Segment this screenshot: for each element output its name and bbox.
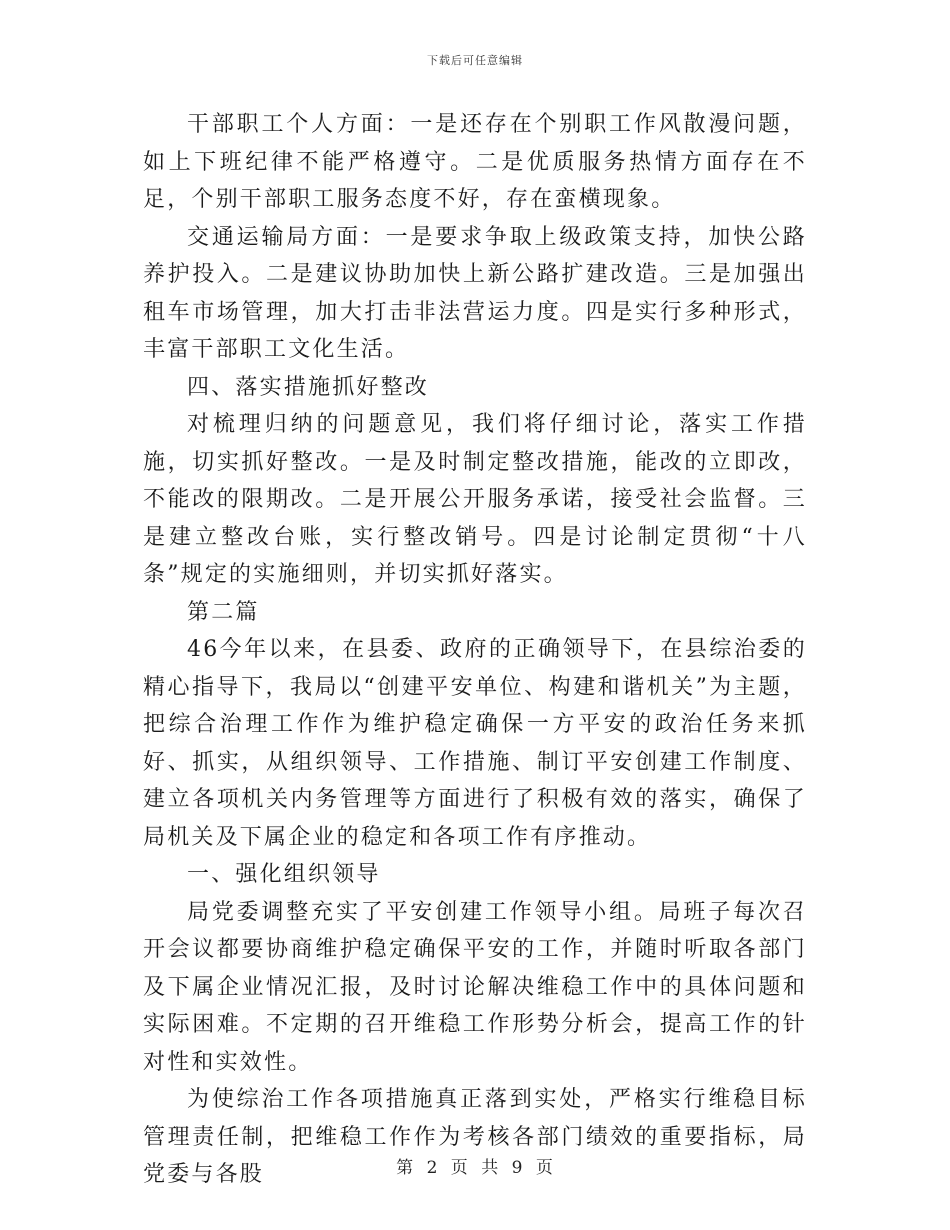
section-heading-leadership: 一、强化组织领导: [187, 862, 381, 887]
paragraph-transport-bureau: 交通运输局方面：一是要求争取上级政策支持，加快公路养护投入。二是建议协助加快上新公路扩建改造。三是加强出租车市场管理，加大打击非法营运力度。四是实行多种形式，丰富干部职工文化生活。: [143, 224, 807, 362]
paragraph-responsibility: 为使综治工作各项措施真正落到实处，严格实行维稳目标管理责任制，把维稳工作作为考核各部门绩效的重要指标，局党委与各股: [143, 1087, 807, 1187]
document-body: [143, 106, 807, 1194]
paragraph-part-two-intro: 46今年以来，在县委、政府的正确领导下，在县综治委的精心指导下，我局以“创建平安单位、构建和谐机关”为主题，把综合治理工作作为维护稳定确保一方平安的政治任务来抓好、抓实，从组织领导、工作措施、制订平安创建工作制度、建立各项机关内务管理等方面进行了积极有效的落实，确保了局机关及下属企业的稳定和各项工作有序推动。: [143, 637, 807, 850]
paragraph-leadership: 局党委调整充实了平安创建工作领导小组。局班子每次召开会议都要协商维护稳定确保平安的工作，并随时听取各部门及下属企业情况汇报，及时讨论解决维稳工作中的具体问题和实际困难。不定期的召开维稳工作形势分析会，提高工作的针对性和实效性。: [143, 899, 807, 1075]
paragraph-rectification: 对梳理归纳的问题意见，我们将仔细讨论，落实工作措施，切实抓好整改。一是及时制定整改措施，能改的立即改，不能改的限期改。二是开展公开服务承诺，接受社会监督。三是建立整改台账，实行整改销号。四是讨论制定贯彻“十八条”规定的实施细则，并切实抓好落实。: [143, 412, 807, 587]
page-number: 第 2 页 共 9 页: [396, 1158, 554, 1178]
paragraph-staff-issues: 干部职工个人方面：一是还存在个别职工作风散漫问题，如上下班纪律不能严格遵守。二是优质服务热情方面存在不足，个别干部职工服务态度不好，存在蛮横现象。: [143, 112, 807, 212]
page-header-note: 下载后可任意编辑: [427, 54, 523, 67]
section-heading-part-two: 第二篇: [187, 599, 260, 625]
section-heading-rectification: 四、落实措施抓好整改: [187, 374, 430, 400]
